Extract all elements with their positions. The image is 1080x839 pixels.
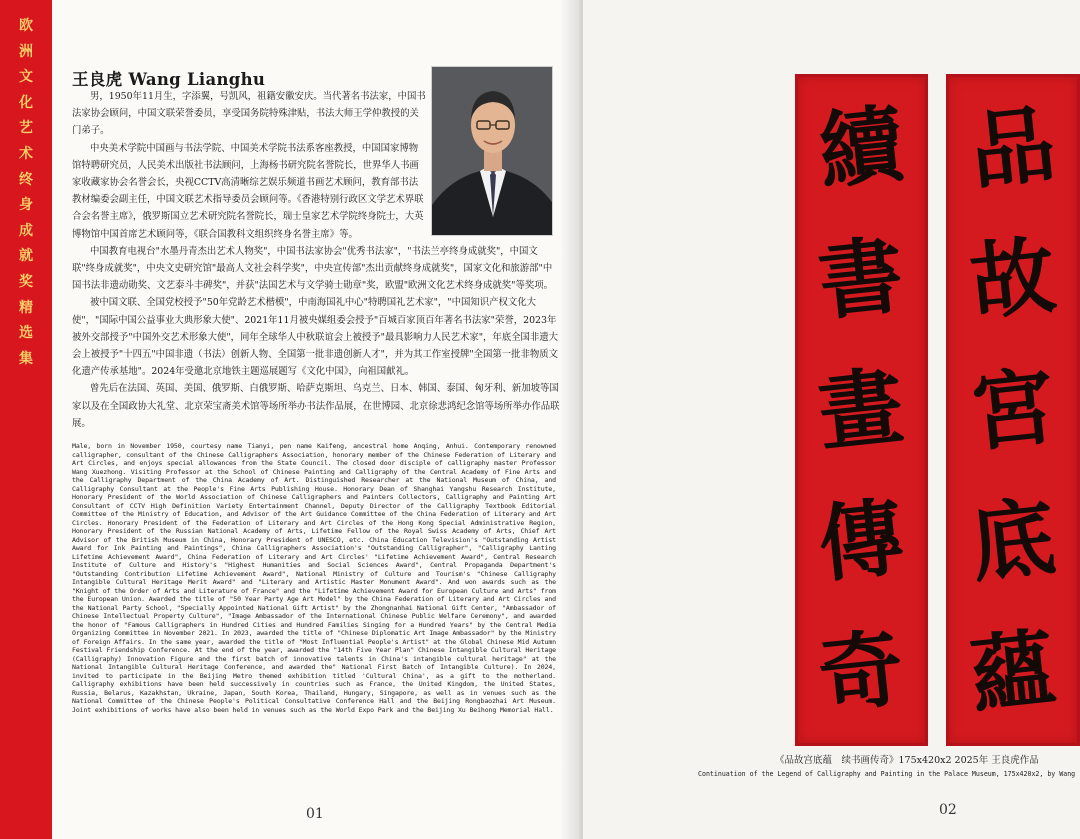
artwork-caption-english: Continuation of the Legend of Calligraphy and Painting in the Palace Museum, 175x420x2, by Wang <box>698 770 1076 778</box>
bio-paragraph: 被中国文联、全国党校授予"50年党龄艺术楷模"，中南海国礼中心"特聘国礼艺术家"，"中国知识产权文化大使"，"国际中国公益事业大典形象大使"、2021年11月被央媒组委会授予"百城百家顶百年著名书法家"荣誉，2023年被外交部授予"中国外交艺术形象大使"，同年全球华人中秋联谊会上被授予"最具影响力人民艺术家"，年底全国非遗大会上被授予"十四五"中国非遗（书法）创新人物、全国第一批非遗创新人才"，并为其工作室授牌"全国第一批非物质文化遗产传承基地"。2024年受邀北京地铁主题巡展题写《文化中国》，向祖国献礼。 <box>72 297 559 378</box>
side-title <box>0 14 52 372</box>
english-biography: Male, born in November 1950, courtesy name Tianyi, pen name Kaifeng, ancestral home Anqing, Anhui. Contemporary renowned calligrapher, consultant of the Chinese Calligraphers Association, honorary member of the Chinese Federation of Literary and Art Circles, and enjoys special allowances from the State Council. The closed door disciple of calligraphy master Professor Wang Xuezhong. Visiting Professor at the School of Chinese Painting and Calligraphy of the Central Academy of Fine Arts and the Calligraphy Department of the China Academy of Art. Distinguished Researcher at the National Museum of China, and Calligraphy Consultant at the People's Fine Arts Publishing House. Honorary Dean of Shanghai Yangshu Research Institute, Honorary President of the World Association of Chinese Calligraphers and Painters Collectors, Calligraphy and Painting Art Consultant of CCTV High Definition Variety Entertainment Channel, Deputy Director of the Calligraphy Textbook Editorial Committee of the Ministry of Education, and Advisor of the Art Guidance Committee of the China Federation of Literary and Art Circles. Honorary President of the Federation of Literary and Art Circles of the Hong Kong Special Administrative Region, Honorary President of the Russian National Academy of Arts, Lifetime Fellow of the Royal Swiss Academy of Arts, Chief Art Advisor of the British Museum in China, Honorary President of UNESCO, etc. China Education Television's "Outstanding Artist Award for Ink Painting and Paintings", China Calligraphers Association's "Outstanding Calligrapher", "Calligraphy Lanting Lifetime Achievement Award", China Federation of Literary and Art Circles' "Lifetime Achievement Award", Central Research Institute of Culture and History's "Highest Humanities and Social Sciences Award", Central Propaganda Department's "Outstanding Contribution Lifetime Achievement Award", National Ministry of Culture and Tourism's "Chinese Calligraphy Intangible Cultural Heritage Merit Award" and "Literary and Artistic Master Monument Award". And won awards such as the "Knight of the Order of Arts and Literature of France" and the "Lifetime Achievement Award for European Culture and Arts" from the European Union. Awarded the title of "50 Year Party Age Art Model" by the China Federation of Literary and Art Circles and the National Party School, "Specially Appointed National Gift Artist" by the Zhongnanhai National Gift Center, "Ambassador of Chinese Intellectual Property Culture", "Image Ambassador of the International Chinese Public Welfare Ceremony", and awarded the honor of "Famous Calligraphers in Hundred Cities and Hundred Families Singing for a Hundred Years" by the Central Media Organizing Committee in November 2021. In 2023, awarded the title of "Chinese Diplomatic Art Image Ambassador" by the Ministry of Foreign Affairs. In the same year, awarded the title of "Most Influential People's Artist" at the Global Chinese Mid Autumn Festival Friendship Conference. At the end of the year, awarded the "14th Five Year Plan" Chinese Intangible Cultural Heritage (Calligraphy) Innovation Figure and the first batch of innovative talents in China's intangible cultural heritage" at the National Intangible Cultural Heritage Conference, and awarded the" National First Batch of Intangible Culture). In 2024, invited to participate in the Beijing Metro themed exhibition titled 'Cultural China', as a gift to the motherland. Calligraphy exhibitions have been held successively in countries such as France, the United Kingdom, the United States, Russia, Belarus, Kazakhstan, Ukraine, Japan, South Korea, Thailand, Hungary, Singapore, as well as in venues such as the National Committee of the Chinese People's Political Consultative Conference Hall and the Beijing Rongbaozhai Art Museum. Joint exhibitions of works have also been held in venues such as the World Expo Park and the Beijing Xu Beihong Memorial Hall. <box>72 442 556 714</box>
side-title-char: 文 <box>19 69 33 86</box>
bio-paragraph: 曾先后在法国、英国、美国、俄罗斯、白俄罗斯、哈萨克斯坦、乌克兰、日本、韩国、泰国、匈牙利、新加坡等国家以及在全国政协大礼堂、北京荣宝斋美术馆等场所举办书法作品展，在世博园、北京徐悲鸿纪念馆等场所举办作品联展。 <box>72 383 560 429</box>
couplet-char: 蘊 <box>965 617 1060 725</box>
side-title-strip <box>0 0 52 839</box>
couplet-char: 奇 <box>814 617 909 725</box>
chinese-biography <box>72 88 560 432</box>
side-title-char: 化 <box>19 94 33 111</box>
couplet-char: 底 <box>965 486 1060 594</box>
side-title-char: 奖 <box>19 273 33 290</box>
couplet-char: 書 <box>814 225 909 333</box>
portrait-illustration <box>432 67 553 236</box>
artist-name: 王良虎 Wang Lianghu <box>72 70 266 89</box>
side-title-char: 艺 <box>19 120 33 137</box>
bio-paragraph: 中央美术学院中国画与书法学院、中国美术学院书法系客座教授，中国国家博物馆特聘研究员，人民美术出版社书法顾问，上海杨书研究院名誉院长，世界华人书画家收藏家协会名誉会长，央视CCTV高清晰综艺娱乐频道书画艺术顾问，教育部书法教材编委会副主任，中国文联艺术指导委员会顾问等。《香港特别行政区文学艺术界联合会名誉主席》，俄罗斯国立艺术研究院名誉院长，瑞士皇家艺术学院终身院士，大英博物馆中国首席艺术顾问等，《联合国教科文组织终身名誉主席》等。 <box>72 142 424 240</box>
bio-paragraph: 中国教育电视台"水墨丹青杰出艺术人物奖"，中国书法家协会"优秀书法家"，"书法兰亭终身成就奖"，中国文联"终身成就奖"，中央文史研究馆"最高人文社会科学奖"，中央宣传部"杰出贡献终身成就奖"，国家文化和旅游部"中国书法非遗动勋奖、文艺泰斗丰碑奖"，并获"法国艺术与文学骑士勋章"奖，欧盟"欧洲文化艺术终身成就奖"等奖项。 <box>72 245 553 292</box>
couplet-char: 傳 <box>814 486 909 594</box>
side-title-char: 精 <box>19 299 33 316</box>
side-title-char: 选 <box>19 325 33 342</box>
side-title-char: 洲 <box>19 43 33 60</box>
side-title-char: 术 <box>19 145 33 162</box>
side-title-char: 欧 <box>19 18 33 34</box>
page-number: 02 <box>939 802 957 818</box>
artwork-caption-chinese: 《品故宫底蕴 续书画传奇》175x420x2 2025年 王良虎作品 <box>775 755 1039 766</box>
side-title-char: 就 <box>19 248 33 265</box>
couplet-char: 畫 <box>814 355 909 464</box>
couplet-char: 宮 <box>965 355 1060 464</box>
right-page <box>583 0 1080 839</box>
couplet-scroll-left <box>795 74 928 746</box>
side-title-char: 集 <box>19 350 33 367</box>
artist-portrait <box>431 66 553 236</box>
couplet-scroll-right <box>946 74 1080 746</box>
bio-paragraph: 男，1950年11月生，字添翼，号凯风，祖籍安徽安庆。当代著名书法家，中国书法家协会顾问，中国文联荣誉委员，享受国务院特殊津贴，书法大师王学仲教授的关门弟子。 <box>72 91 426 137</box>
couplet-char: 故 <box>965 225 1060 333</box>
couplet-char: 品 <box>965 94 1060 202</box>
page-number: 01 <box>306 806 324 822</box>
side-title-char: 终 <box>19 171 33 188</box>
couplet-char: 續 <box>814 94 909 202</box>
side-title-char: 成 <box>19 222 33 239</box>
side-title-char: 身 <box>19 197 33 214</box>
